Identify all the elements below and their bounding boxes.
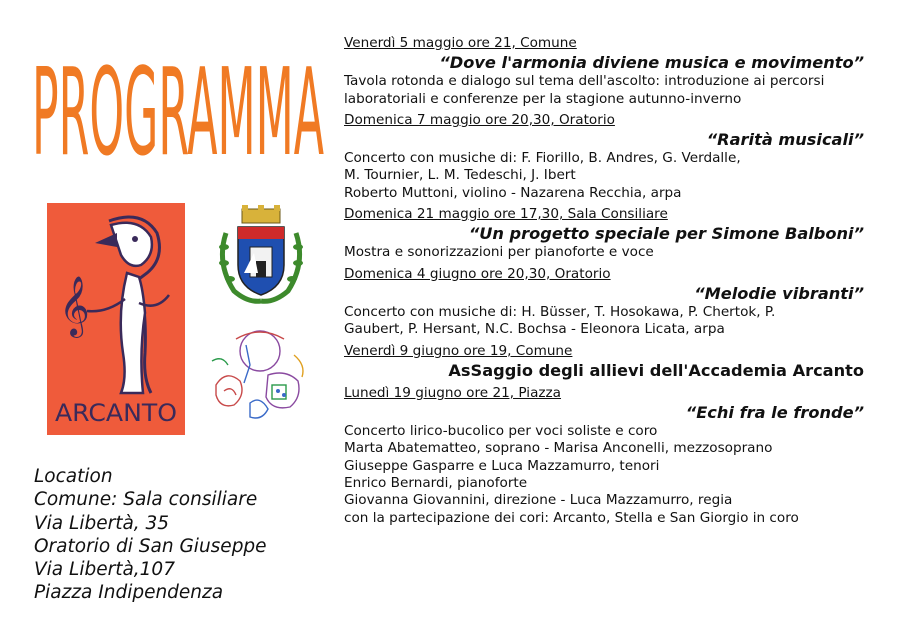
location-line: Via Libertà, 35 — [34, 512, 170, 534]
event-date: Domenica 21 maggio ore 17,30, Sala Consiliare — [344, 206, 668, 223]
event-date: Venerdì 9 giugno ore 19, Comune — [344, 342, 573, 359]
event-title: “Dove l'armonia diviene musica e movimento” — [439, 53, 864, 73]
event-description: Roberto Muttoni, violino - Nazarena Recchia, arpa — [344, 184, 682, 201]
event-schedule — [344, 35, 864, 531]
event-description: Concerto con musiche di: H. Büsser, T. Hosokawa, P. Chertok, P. — [344, 303, 776, 320]
treble-clef-icon: 𝄞 — [59, 276, 90, 336]
event-description: Gaubert, P. Hersant, N.C. Bochsa - Eleonora Licata, arpa — [344, 321, 725, 338]
doodle-illustration-icon — [206, 325, 314, 425]
event-description: Enrico Bernardi, pianoforte — [344, 475, 528, 492]
event-title: “Rarità musicali” — [706, 130, 864, 150]
event-title: “Echi fra le fronde” — [685, 403, 864, 423]
location-line: Oratorio di San Giuseppe — [34, 535, 267, 557]
arcanto-logo-text: ARCANTO — [55, 399, 177, 427]
location-heading: Location — [34, 466, 113, 487]
event-item — [344, 385, 864, 527]
event-description: Concerto con musiche di: F. Fiorillo, B. Andres, G. Verdalle, — [344, 150, 741, 167]
event-item — [344, 266, 864, 339]
event-description: con la partecipazione dei cori: Arcanto, Stella e San Giorgio in coro — [344, 509, 799, 526]
event-description: Mostra e sonorizzazioni per pianoforte e voce — [344, 244, 654, 261]
coat-of-arms-icon — [212, 203, 310, 307]
event-description: Marta Abatematteo, soprano - Marisa Anconelli, mezzosoprano — [344, 440, 773, 457]
event-item — [344, 343, 864, 381]
event-date: Domenica 7 maggio ore 20,30, Oratorio — [344, 111, 615, 128]
event-title: AsSaggio degli allievi dell'Accademia Arcanto — [448, 360, 864, 380]
page-title-text: PROGRAMMA — [32, 44, 324, 172]
event-title: “Melodie vibranti” — [694, 283, 864, 303]
event-title: “Un progetto speciale per Simone Balboni” — [468, 224, 864, 244]
event-description: M. Tournier, L. M. Tedeschi, J. Ibert — [344, 167, 576, 184]
event-description: laboratoriali e conferenze per la stagione autunno-inverno — [344, 90, 742, 107]
event-date: Domenica 4 giugno ore 20,30, Oratorio — [344, 265, 611, 282]
event-description: Giuseppe Gasparre e Luca Mazzamurro, tenori — [344, 457, 660, 474]
arcanto-logo — [47, 203, 185, 435]
location-line: Comune: Sala consiliare — [34, 489, 258, 511]
location-line: Piazza Indipendenza — [34, 582, 224, 604]
page-title — [28, 22, 328, 172]
event-item — [344, 206, 864, 262]
event-description: Concerto lirico-bucolico per voci soliste e coro — [344, 423, 658, 440]
location-info — [34, 465, 267, 605]
event-item — [344, 35, 864, 108]
event-description: Tavola rotonda e dialogo sul tema dell'ascolto: introduzione ai percorsi — [344, 73, 825, 90]
event-date: Lunedì 19 giugno ore 21, Piazza — [344, 384, 562, 401]
event-item — [344, 112, 864, 202]
event-date: Venerdì 5 maggio ore 21, Comune — [344, 35, 577, 51]
location-line: Via Libertà,107 — [34, 559, 175, 581]
event-description: Giovanna Giovannini, direzione - Luca Mazzamurro, regia — [344, 492, 733, 509]
